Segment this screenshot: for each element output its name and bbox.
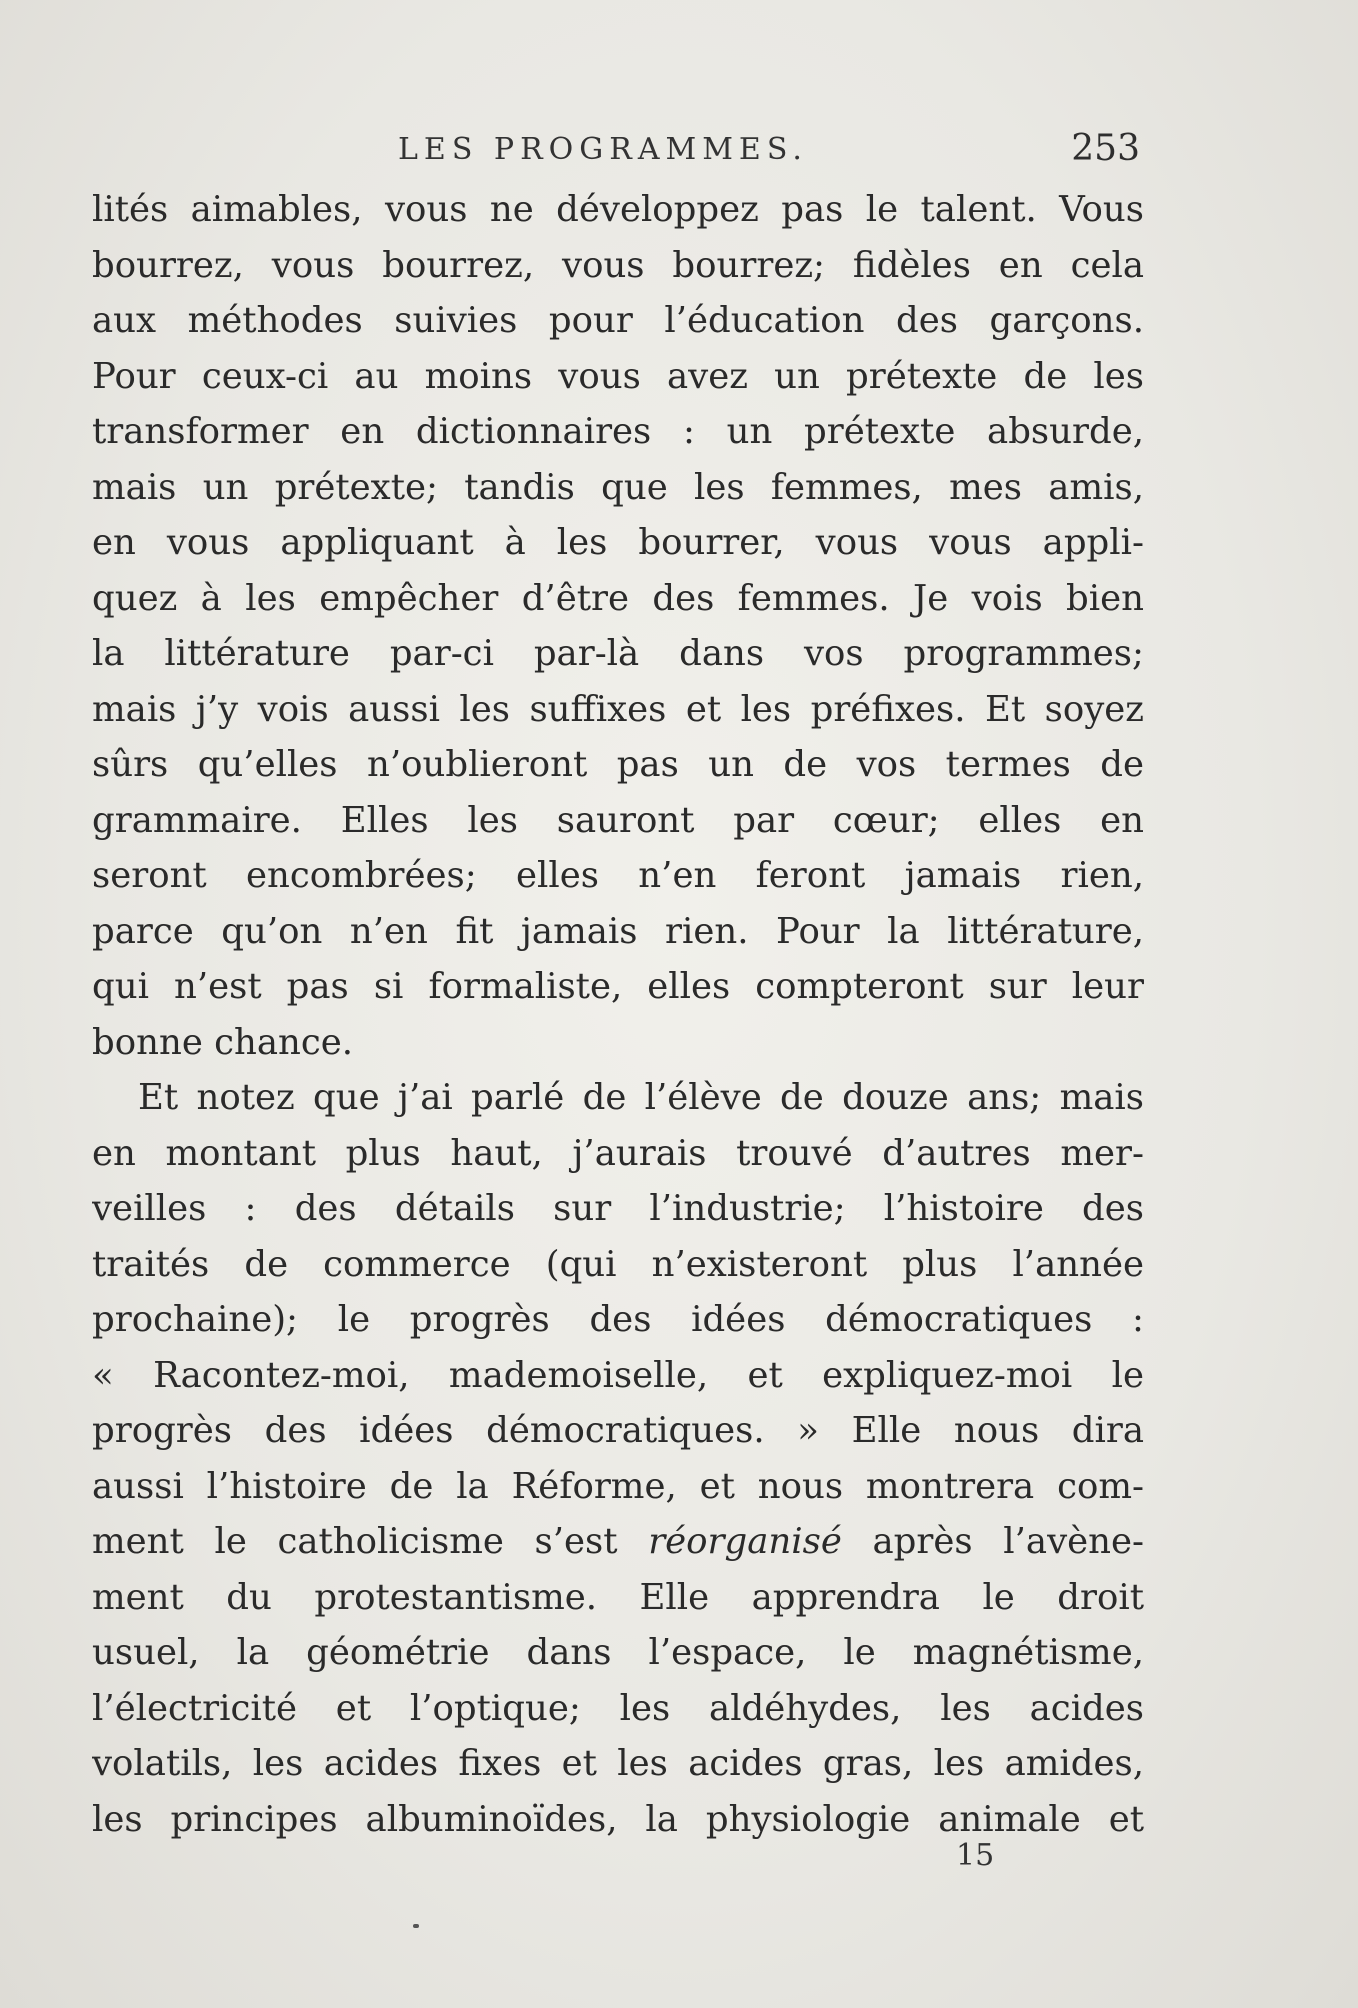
text-segment: après l’avène- xyxy=(841,1521,1144,1562)
text-line: en montant plus haut, j’aurais trouvé d’autres mer- xyxy=(92,1132,1144,1174)
text-line: volatils, les acides fixes et les acides gras, les amides, xyxy=(92,1743,1144,1784)
signature-mark: 15 xyxy=(956,1838,995,1873)
text-line: veilles : des détails sur l’industrie; l’histoire des xyxy=(92,1188,1144,1229)
text-segment: ment le catholicisme s’est xyxy=(92,1521,649,1562)
text-line: quez à les empêcher d’être des femmes. Je vois bien xyxy=(92,577,1144,619)
text-line: prochaine); le progrès des idées démocratiques : xyxy=(92,1299,1144,1340)
text-line: aussi l’histoire de la Réforme, et nous montrera com- xyxy=(92,1465,1144,1507)
text-line: seront encombrées; elles n’en feront jamais rien, xyxy=(92,855,1144,896)
text-line: « Racontez-moi, mademoiselle, et expliquez-moi le xyxy=(92,1354,1144,1396)
paragraph-end-line: bonne chance. xyxy=(92,1021,354,1063)
text-line: sûrs qu’elles n’oublieront pas un de vos termes de xyxy=(92,744,1144,785)
paper-speck xyxy=(413,1924,419,1928)
text-line: mais un prétexte; tandis que les femmes, mes amis, xyxy=(92,466,1144,508)
text-line: qui n’est pas si formaliste, elles compteront sur leur xyxy=(92,966,1144,1007)
page-number: 253 xyxy=(1071,128,1140,169)
text-line-with-italic xyxy=(92,1514,1144,1570)
body-text xyxy=(92,182,1144,1847)
text-line: la littérature par-ci par-là dans vos programmes; xyxy=(92,633,1144,674)
text-line: traités de commerce (qui n’existeront plus l’année xyxy=(92,1243,1144,1285)
text-line: l’électricité et l’optique; les aldéhydes, les acides xyxy=(92,1687,1144,1729)
text-line: aux méthodes suivies pour l’éducation des garçons. xyxy=(92,300,1144,341)
text-line: parce qu’on n’en fit jamais rien. Pour la littérature, xyxy=(92,910,1144,952)
text-line: ment du protestantisme. Elle apprendra le droit xyxy=(92,1576,1144,1618)
text-line: lités aimables, vous ne développez pas le talent. Vous xyxy=(92,189,1144,230)
italic-word: réorganisé xyxy=(648,1521,842,1562)
text-line: usuel, la géométrie dans l’espace, le magnétisme, xyxy=(92,1632,1144,1673)
page-header xyxy=(90,128,1140,176)
text-line: transformer en dictionnaires : un prétexte absurde, xyxy=(92,411,1144,452)
text-line: mais j’y vois aussi les suffixes et les préfixes. Et soyez xyxy=(92,688,1144,730)
paragraph-start-line: Et notez que j’ai parlé de l’élève de douze ans; mais xyxy=(138,1077,1144,1118)
running-title: LES PROGRAMMES. xyxy=(398,132,808,167)
text-line: grammaire. Elles les sauront par cœur; elles en xyxy=(92,799,1144,841)
text-line: bourrez, vous bourrez, vous bourrez; fidèles en cela xyxy=(92,244,1144,286)
text-line: les principes albuminoïdes, la physiologie animale et xyxy=(92,1798,1144,1840)
text-line: Pour ceux-ci au moins vous avez un prétexte de les xyxy=(92,355,1144,397)
text-line: progrès des idées démocratiques. » Elle nous dira xyxy=(92,1410,1144,1451)
text-line: en vous appliquant à les bourrer, vous vous appli- xyxy=(92,522,1144,563)
